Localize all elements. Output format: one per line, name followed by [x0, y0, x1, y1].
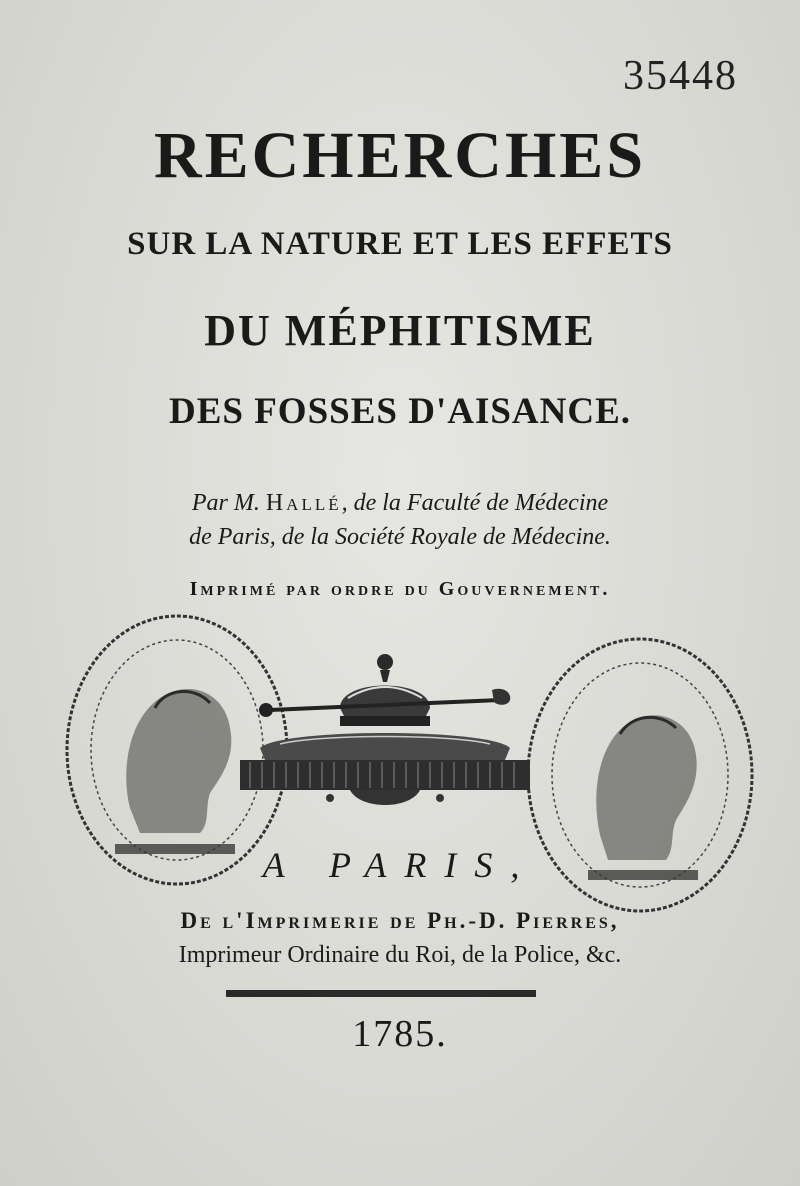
royal-crown-ornament — [240, 648, 530, 818]
author-line-2: de Paris, de la Société Royale de Médecine. — [189, 524, 611, 550]
printer-line-2: Imprimeur Ordinaire du Roi, de la Police, &c. — [178, 942, 622, 968]
place-of-publication: A PARIS, — [262, 845, 538, 885]
author-affiliation-1: , de la Faculté de Médecine — [341, 490, 609, 516]
book-title: RECHERCHES — [153, 119, 647, 192]
imprint-order: Imprimé par ordre du Gouvernement. — [189, 578, 611, 600]
author-prefix: Par M. — [191, 490, 260, 516]
printer-line-1: De l'Imprimerie de Ph.-D. Pierres, — [180, 908, 620, 933]
shelf-mark: 35448 — [623, 53, 738, 99]
author-name: Hallé — [265, 490, 342, 516]
publication-year: 1785. — [352, 1013, 448, 1055]
author-line-1 — [0, 486, 800, 520]
subtitle-line-1: SUR LA NATURE ET LES EFFETS — [127, 226, 673, 262]
author-statement — [0, 486, 800, 554]
subtitle-line-2: DU MÉPHITISME — [204, 306, 596, 355]
divider-rule — [226, 990, 536, 997]
subtitle-line-3: DES FOSSES D'AISANCE. — [168, 391, 632, 432]
